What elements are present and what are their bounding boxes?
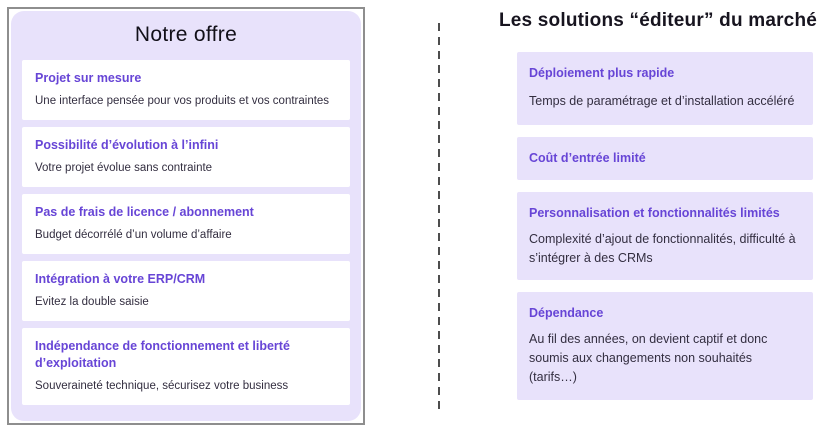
market-card-faster-deployment (517, 52, 813, 125)
our-offer-panel-background (11, 11, 361, 421)
offer-card-custom-project (22, 60, 350, 120)
market-solutions-card-list (517, 52, 813, 400)
offer-card-heading: Intégration à votre ERP/CRM (35, 271, 206, 286)
offer-card-infinite-evolution (22, 127, 350, 187)
market-card-limited-entry-cost (517, 137, 813, 180)
offer-card-body: Votre projet évolue sans contrainte (35, 161, 213, 174)
offer-card-heading: Indépendance de fonctionnement et liberté d’exploitation (35, 338, 290, 370)
offer-card-heading: Pas de frais de licence / abonnement (35, 204, 254, 219)
dashed-divider (438, 23, 440, 415)
market-card-body: Complexité d’ajout de fonctionnalités, difficulté à s’intégrer à des CRMs (529, 231, 796, 265)
offer-card-heading: Possibilité d’évolution à l’infini (35, 137, 219, 152)
market-card-heading: Coût d’entrée limité (529, 151, 646, 166)
offer-card-body: Evitez la double saisie (35, 295, 149, 308)
our-offer-card-list (22, 60, 350, 405)
market-card-heading: Personnalisation et fonctionnalités limités (529, 206, 780, 220)
offer-card-independence (22, 328, 350, 405)
offer-card-heading: Projet sur mesure (35, 71, 142, 85)
market-card-heading: Dépendance (529, 306, 604, 321)
market-card-body: Au fil des années, on devient captif et donc soumis aux changements non souhaités (tarifs…) (529, 332, 768, 384)
offer-card-body: Une interface pensée pour vos produits et vos contraintes (35, 94, 330, 107)
offer-card-body: Souveraineté technique, sécurisez votre business (35, 379, 289, 392)
market-card-heading: Déploiement plus rapide (529, 66, 675, 80)
our-offer-title: Notre offre (134, 23, 238, 46)
market-solutions-title: Les solutions “éditeur” du marché (498, 10, 818, 31)
offer-card-erp-crm-integration (22, 261, 350, 321)
offer-card-body: Budget décorrélé d’un volume d’affaire (35, 228, 232, 241)
market-card-limited-customization (517, 192, 813, 280)
market-card-dependency (517, 292, 813, 399)
market-card-body: Temps de paramétrage et d’installation accéléré (529, 93, 795, 108)
our-offer-panel (7, 7, 365, 425)
offer-card-no-license-fees (22, 194, 350, 254)
